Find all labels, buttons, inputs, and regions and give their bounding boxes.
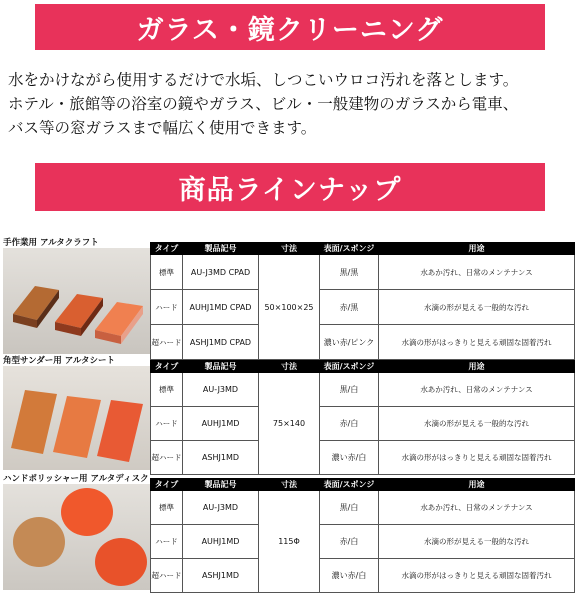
- cell-use: 水滴の形が見える一般的な汚れ: [379, 525, 575, 559]
- cell-type: ハード: [151, 525, 183, 559]
- cell-surface: 黒/白: [320, 491, 379, 525]
- cell-surface: 赤/白: [320, 407, 379, 441]
- header-size: 寸法: [259, 361, 320, 373]
- header-surface: 表面/スポンジ: [320, 243, 379, 255]
- header-surface: 表面/スポンジ: [320, 479, 379, 491]
- cell-use: 水滴の形が見える一般的な汚れ: [379, 407, 575, 441]
- section-banner-glass-cleaning: [35, 4, 545, 50]
- header-size: 寸法: [259, 243, 320, 255]
- spec-table: [150, 478, 575, 593]
- cell-use: 水滴の形がはっきりと見える頑固な固着汚れ: [379, 441, 575, 475]
- table-row: [151, 255, 575, 290]
- cell-use: 水あか汚れ、日常のメンテナンス: [379, 373, 575, 407]
- banner-title: 商品ラインナップ: [178, 174, 402, 206]
- product-photo-discs: [3, 484, 150, 590]
- header-use: 用途: [379, 479, 575, 491]
- banner-title: ガラス・鏡クリーニング: [136, 14, 444, 46]
- header-type: タイプ: [151, 243, 183, 255]
- cell-use: 水滴の形がはっきりと見える頑固な固着汚れ: [379, 325, 575, 360]
- intro-line: 水をかけながら使用するだけで水垢、しつこいウロコ汚れを落とします。: [8, 71, 519, 89]
- product-photo-sheets: [3, 366, 150, 470]
- cell-size: 50×100×25: [259, 255, 320, 360]
- cell-surface: 黒/黒: [320, 255, 379, 290]
- header-use: 用途: [379, 243, 575, 255]
- header-model: 製品記号: [183, 479, 259, 491]
- header-size: 寸法: [259, 479, 320, 491]
- cell-type: ハード: [151, 407, 183, 441]
- cell-use: 水あか汚れ、日常のメンテナンス: [379, 491, 575, 525]
- table-row: [151, 407, 575, 441]
- section-title: 角型サンダー用 アルタシート: [3, 356, 116, 366]
- header-surface: 表面/スポンジ: [320, 361, 379, 373]
- product-photo-pads: [3, 248, 150, 354]
- product-section-craft: [0, 236, 580, 354]
- cell-surface: 濃い赤/白: [320, 559, 379, 593]
- table-row: [151, 373, 575, 407]
- intro-text: [8, 68, 574, 140]
- cell-type: 標準: [151, 491, 183, 525]
- cell-model: ASHJ1MD: [183, 441, 259, 475]
- cell-model: AU-J3MD CPAD: [183, 255, 259, 290]
- spec-table: [150, 242, 575, 360]
- cell-model: ASHJ1MD: [183, 559, 259, 593]
- header-model: 製品記号: [183, 243, 259, 255]
- table-row: [151, 290, 575, 325]
- header-use: 用途: [379, 361, 575, 373]
- cell-surface: 赤/白: [320, 525, 379, 559]
- header-type: タイプ: [151, 479, 183, 491]
- table-row: [151, 441, 575, 475]
- product-section-disc: [0, 472, 580, 590]
- cell-use: 水滴の形がはっきりと見える頑固な固着汚れ: [379, 559, 575, 593]
- cell-model: AUHJ1MD CPAD: [183, 290, 259, 325]
- cell-type: 標準: [151, 255, 183, 290]
- table-row: [151, 491, 575, 525]
- header-type: タイプ: [151, 361, 183, 373]
- cell-model: AUHJ1MD: [183, 525, 259, 559]
- section-title: 手作業用 アルタクラフト: [3, 238, 99, 248]
- cell-type: 超ハード: [151, 559, 183, 593]
- section-title: ハンドポリッシャー用 アルタディスク: [3, 474, 149, 484]
- cell-type: 標準: [151, 373, 183, 407]
- product-section-sheet: [0, 354, 580, 472]
- cell-model: AU-J3MD: [183, 491, 259, 525]
- header-model: 製品記号: [183, 361, 259, 373]
- cell-surface: 濃い赤/ピンク: [320, 325, 379, 360]
- intro-line: バス等の窓ガラスまで幅広く使用できます。: [8, 119, 317, 137]
- spec-table: [150, 360, 575, 475]
- cell-type: ハード: [151, 290, 183, 325]
- cell-model: AUHJ1MD: [183, 407, 259, 441]
- table-row: [151, 559, 575, 593]
- intro-line: ホテル・旅館等の浴室の鏡やガラス、ビル・一般建物のガラスから電車、: [8, 95, 519, 113]
- cell-model: ASHJ1MD CPAD: [183, 325, 259, 360]
- table-row: [151, 525, 575, 559]
- cell-type: 超ハード: [151, 325, 183, 360]
- cell-type: 超ハード: [151, 441, 183, 475]
- cell-surface: 赤/黒: [320, 290, 379, 325]
- cell-size: 75×140: [259, 373, 320, 475]
- cell-surface: 黒/白: [320, 373, 379, 407]
- cell-use: 水あか汚れ、日常のメンテナンス: [379, 255, 575, 290]
- cell-size: 115Φ: [259, 491, 320, 593]
- section-banner-lineup: [35, 163, 545, 211]
- cell-model: AU-J3MD: [183, 373, 259, 407]
- cell-surface: 濃い赤/白: [320, 441, 379, 475]
- cell-use: 水滴の形が見える一般的な汚れ: [379, 290, 575, 325]
